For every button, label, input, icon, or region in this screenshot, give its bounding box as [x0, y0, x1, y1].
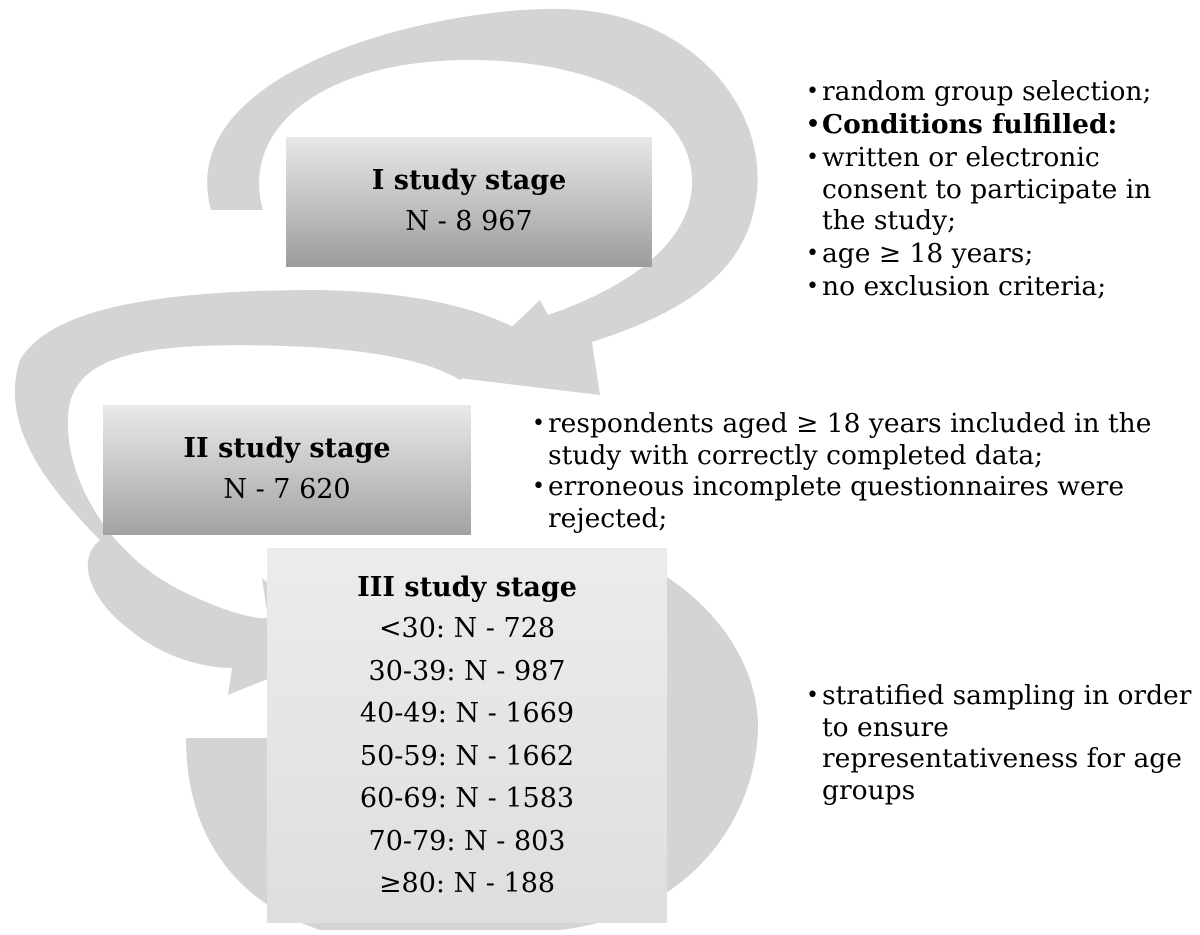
note-item: • age ≥ 18 years; [806, 238, 1200, 270]
age-group-row: <30: N - 728 [378, 613, 556, 645]
stage-3-title: III study stage [357, 572, 577, 603]
note-item: • no exclusion criteria; [806, 271, 1200, 303]
stage-2-title: II study stage [183, 433, 391, 465]
stage-1-count: N - 8 967 [405, 205, 533, 237]
stage-1-box [286, 137, 652, 267]
age-group-row: 60-69: N - 1583 [359, 783, 575, 815]
note-item: • respondents aged ≥ 18 years included in the study with correctly completed data; [532, 408, 1200, 471]
note-item-heading: • Conditions fulfilled: [806, 109, 1200, 141]
note-item: • random group selection; [806, 76, 1200, 108]
note-item: • erroneous incomplete questionnaires were rejected; [532, 471, 1200, 534]
note-item: • stratified sampling in order to ensure representativeness for age groups [806, 680, 1200, 806]
stage-1-notes [806, 76, 1200, 304]
stage-2-notes [532, 408, 1200, 534]
stage-2-count: N - 7 620 [223, 473, 351, 505]
age-group-row: 50-59: N - 1662 [359, 740, 575, 772]
age-group-row: 40-49: N - 1669 [359, 698, 575, 730]
stage-3-notes [806, 680, 1200, 806]
stage-1-title: I study stage [371, 165, 567, 197]
age-group-row: 30-39: N - 987 [368, 655, 566, 687]
stage-3-box [267, 548, 667, 923]
note-item: • written or electronic consent to participate in the study; [806, 142, 1200, 237]
age-group-row: 70-79: N - 803 [368, 825, 566, 857]
stage-2-box [103, 405, 471, 535]
age-group-row: ≥80: N - 188 [378, 868, 556, 900]
